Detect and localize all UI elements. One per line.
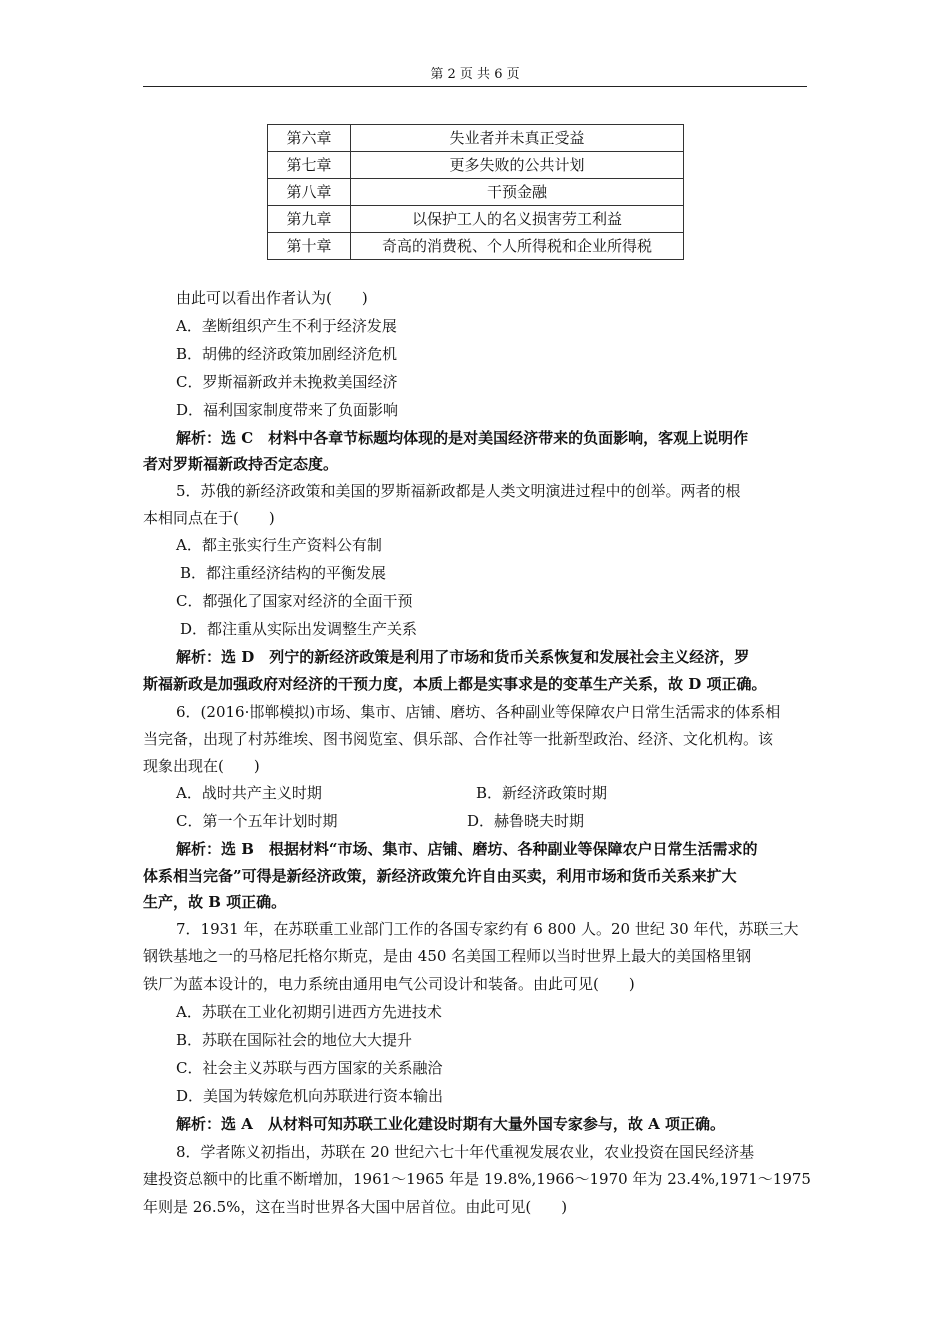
q8-stem: 8．学者陈义初指出，苏联在 20 世纪六七十年代重视发展农业，农业投资在国民经济基 <box>176 1143 755 1161</box>
chapter-title: 以保护工人的名义损害劳工利益 <box>351 206 684 233</box>
q7-option-b: B．苏联在国际社会的地位大大提升 <box>176 1031 413 1049</box>
q7-stem: 钢铁基地之一的马格尼托格尔斯克，是由 450 名美国工程师以当时世界上最大的美国格里钢 <box>143 947 752 965</box>
q7-option-a: A．苏联在工业化初期引进西方先进技术 <box>176 1003 442 1021</box>
q7-stem: 7．1931 年，在苏联重工业部门工作的各国专家约有 6 800 人。20 世纪 30 年代，苏联三大 <box>176 920 799 938</box>
q5-option-c: C．都强化了国家对经济的全面干预 <box>176 592 413 610</box>
q6-stem: 现象出现在( ) <box>143 757 260 775</box>
chapter-table <box>267 124 684 260</box>
chapter-number: 第六章 <box>268 125 351 152</box>
table-row <box>268 206 684 233</box>
q6-analysis: 生产，故 B 项正确。 <box>143 893 287 911</box>
chapter-title: 失业者并未真正受益 <box>351 125 684 152</box>
table-row <box>268 152 684 179</box>
chapter-title: 干预金融 <box>351 179 684 206</box>
chapter-number: 第九章 <box>268 206 351 233</box>
q5-stem: 5．苏俄的新经济政策和美国的罗斯福新政都是人类文明演进过程中的创举。两者的根 <box>176 482 741 500</box>
q6-analysis: 解析：选 B 根据材料“市场、集市、店铺、磨坊、各种副业等保障农户日常生活需求的 <box>176 840 758 858</box>
q5-option-a: A．都主张实行生产资料公有制 <box>176 536 382 554</box>
q4-stem: 由此可以看出作者认为( ) <box>176 289 368 307</box>
table-row <box>268 125 684 152</box>
q4-option-d: D．福利国家制度带来了负面影响 <box>176 401 399 419</box>
table-row <box>268 233 684 260</box>
q6-option-d: D．赫鲁晓夫时期 <box>467 812 585 830</box>
q5-option-b: B．都注重经济结构的平衡发展 <box>180 564 387 582</box>
q5-stem: 本相同点在于( ) <box>143 509 275 527</box>
q5-option-d: D．都注重从实际出发调整生产关系 <box>180 620 418 638</box>
chapter-number: 第七章 <box>268 152 351 179</box>
chapter-number: 第十章 <box>268 233 351 260</box>
q7-stem: 铁厂为蓝本设计的，电力系统由通用电气公司设计和装备。由此可见( ) <box>143 975 635 993</box>
page-number-header: 第 2 页 共 6 页 <box>430 67 520 82</box>
q6-option-a: A．战时共产主义时期 <box>176 784 322 802</box>
q4-option-c: C．罗斯福新政并未挽救美国经济 <box>176 373 398 391</box>
q4-analysis: 者对罗斯福新政持否定态度。 <box>143 455 339 473</box>
q7-option-c: C．社会主义苏联与西方国家的关系融洽 <box>176 1059 443 1077</box>
table-row <box>268 179 684 206</box>
q6-analysis: 体系相当完备”可得是新经济政策，新经济政策允许自由买卖，利用市场和货币关系来扩大 <box>143 867 737 885</box>
q6-option-b: B．新经济政策时期 <box>476 784 608 802</box>
chapter-title: 奇高的消费税、个人所得税和企业所得税 <box>351 233 684 260</box>
q4-option-b: B．胡佛的经济政策加剧经济危机 <box>176 345 398 363</box>
chapter-number: 第八章 <box>268 179 351 206</box>
q7-analysis: 解析：选 A 从材料可知苏联工业化建设时期有大量外国专家参与，故 A 项正确。 <box>176 1115 725 1133</box>
q6-option-c: C．第一个五年计划时期 <box>176 812 338 830</box>
q4-analysis: 解析：选 C 材料中各章节标题均体现的是对美国经济带来的负面影响，客观上说明作 <box>176 429 749 447</box>
q5-analysis: 解析：选 D 列宁的新经济政策是利用了市场和货币关系恢复和发展社会主义经济，罗 <box>176 648 750 666</box>
q7-option-d: D．美国为转嫁危机向苏联进行资本输出 <box>176 1087 444 1105</box>
q8-stem: 建投资总额中的比重不断增加，1961～1965 年是 19.8%,1966～1970 年为 23.4%,1971～1975 <box>143 1170 811 1188</box>
q4-option-a: A．垄断组织产生不利于经济发展 <box>176 317 397 335</box>
q5-analysis: 斯福新政是加强政府对经济的干预力度，本质上都是实事求是的变革生产关系，故 D 项正确。 <box>143 675 767 693</box>
header-divider <box>143 86 807 87</box>
q8-stem: 年则是 26.5%，这在当时世界各大国中居首位。由此可见( ) <box>143 1198 568 1216</box>
chapter-title: 更多失败的公共计划 <box>351 152 684 179</box>
q6-stem: 当完备，出现了村苏维埃、图书阅览室、俱乐部、合作社等一批新型政治、经济、文化机构。该 <box>143 730 774 748</box>
q6-stem: 6．(2016·邯郸模拟)市场、集市、店铺、磨坊、各种副业等保障农户日常生活需求的体系相 <box>176 703 781 721</box>
